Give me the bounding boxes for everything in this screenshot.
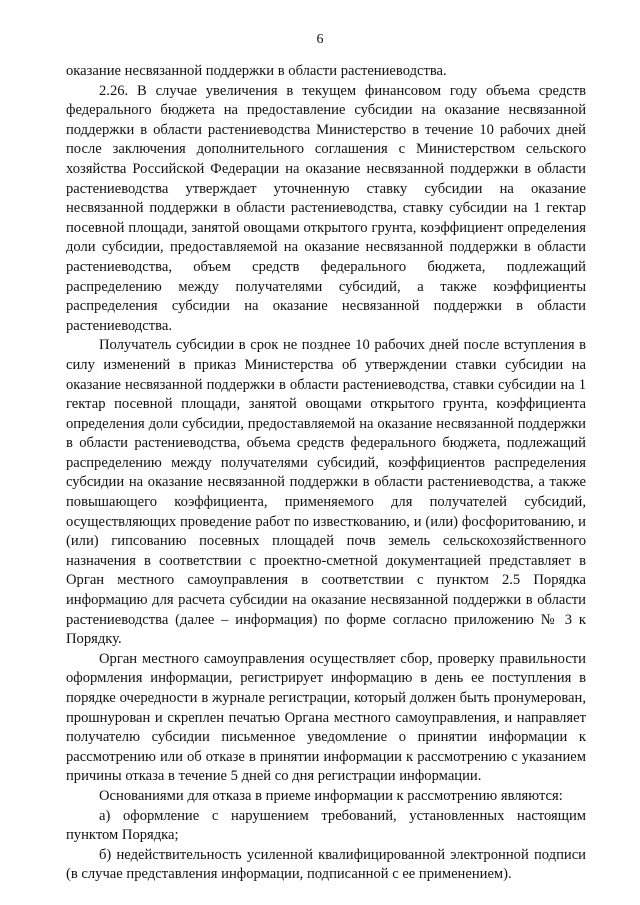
body-text — [66, 62, 586, 885]
paragraph-2-26: 2.26. В случае увеличения в текущем финансовом году объема средств федерального бюджета на предоставление субсидии на оказание несвязанной поддержки в области растениеводства Министерство в течение 10 рабочих дней после заключения дополнительного соглашения с Министерством сельского хозяйства Российской Федерации на оказание несвязанной поддержки в области растениеводства утверждает уточненную ставку субсидии на оказание несвязанной поддержки в области растениеводства, ставку субсидии на 1 гектар посевной площади, занятой овощами открытого грунта, коэффициент определения доли субсидии, предоставляемой на оказание несвязанной поддержки в области растениеводства, объем средств федерального бюджета, подлежащий распределению между получателями субсидий, а также коэффициенты распределения субсидии на оказание несвязанной поддержки в области растениеводства. — [66, 82, 586, 334]
page-number: 6 — [316, 32, 324, 47]
paragraph-local-authority: Орган местного самоуправления осуществляет сбор, проверку правильности оформления информации, регистрирует информацию в день ее поступления в порядке очередности в журнале регистрации, который должен быть пронумерован, прошнурован и скреплен печатью Органа местного самоуправления, и направляет получателю субсидии письменное уведомление о принятии информации к рассмотрению или об отказе в принятии информации к рассмотрению с указанием причины отказа в течение 5 дней со дня регистрации информации. — [66, 650, 586, 785]
paragraph-refusal-grounds: Основаниями для отказа в приеме информации к рассмотрению являются: — [99, 787, 563, 804]
paragraph-continuation: оказание несвязанной поддержки в области растениеводства. — [66, 63, 447, 79]
list-item-b: б) недействительность усиленной квалифицированной электронной подписи (в случае представления информации, подписанной с ее применением). — [66, 846, 586, 883]
paragraph-recipient: Получатель субсидии в срок не позднее 10 рабочих дней после вступления в силу изменений в приказ Министерства об утверждении ставки субсидии на оказание несвязанной поддержки в области растениеводства, ставки субсидии на 1 гектар посевной площади, занятой овощами открытого грунта, коэффициента определения доли субсидии, предоставляемой на оказание несвязанной поддержки в области растениеводства, объема средств федерального бюджета, подлежащий распределению между получателями субсидий, коэффициентов распределения субсидии на оказание несвязанной поддержки в области растениеводства, а также повышающего коэффициента, применяемого для получателей субсидий, осуществляющих проведение работ по известкованию, и (или) фосфоритованию, и (или) гипсованию посевных площадей почв земель сельскохозяйственного назначения в соответствии с проектно-сметной документацией представляет в Орган местного самоуправления в соответствии с пунктом 2.5 Порядка информацию для расчета субсидии на оказание несвязанной поддержки в области растениеводства (далее – информация) по форме согласно приложению № 3 к Порядку. — [66, 337, 586, 648]
list-item-a: а) оформление с нарушением требований, установленных настоящим пунктом Порядка; — [66, 807, 586, 844]
